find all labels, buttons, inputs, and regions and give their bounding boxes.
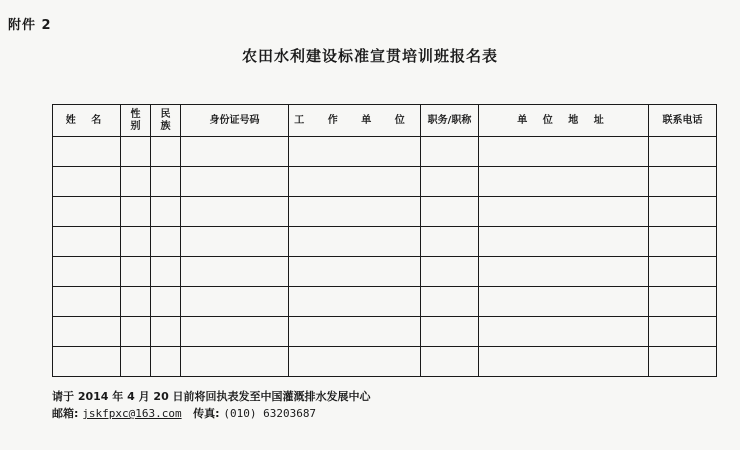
cell-gender[interactable] [121, 167, 151, 197]
table-row [53, 317, 717, 347]
cell-ethnicity[interactable] [151, 167, 181, 197]
cell-unit-address[interactable] [479, 317, 649, 347]
cell-id-number[interactable] [181, 257, 289, 287]
cell-work-unit[interactable] [289, 317, 421, 347]
header-gender: 性 别 [121, 105, 151, 137]
table-row [53, 197, 717, 227]
cell-position[interactable] [421, 257, 479, 287]
cell-id-number[interactable] [181, 317, 289, 347]
cell-phone[interactable] [649, 137, 717, 167]
header-name: 姓 名 [53, 105, 121, 137]
contact-line [52, 405, 371, 422]
cell-phone[interactable] [649, 317, 717, 347]
cell-ethnicity[interactable] [151, 227, 181, 257]
cell-work-unit[interactable] [289, 287, 421, 317]
cell-work-unit[interactable] [289, 137, 421, 167]
cell-unit-address[interactable] [479, 167, 649, 197]
email-label: 邮箱: [52, 407, 79, 420]
footer-notes [52, 388, 371, 422]
header-row [53, 105, 717, 137]
cell-gender[interactable] [121, 287, 151, 317]
cell-phone[interactable] [649, 167, 717, 197]
cell-unit-address[interactable] [479, 347, 649, 377]
cell-gender[interactable] [121, 347, 151, 377]
cell-name[interactable] [53, 317, 121, 347]
cell-work-unit[interactable] [289, 197, 421, 227]
table-row [53, 137, 717, 167]
cell-position[interactable] [421, 317, 479, 347]
cell-name[interactable] [53, 227, 121, 257]
submission-deadline-note: 请于 2014 年 4 月 20 日前将回执表发至中国灌溉排水发展中心 [52, 390, 371, 403]
cell-unit-address[interactable] [479, 137, 649, 167]
cell-work-unit[interactable] [289, 167, 421, 197]
cell-phone[interactable] [649, 347, 717, 377]
cell-id-number[interactable] [181, 287, 289, 317]
header-unit-address: 单 位 地 址 [479, 105, 649, 137]
fax-number: (010) 63203687 [223, 407, 317, 420]
cell-gender[interactable] [121, 227, 151, 257]
cell-work-unit[interactable] [289, 227, 421, 257]
cell-gender[interactable] [121, 317, 151, 347]
cell-unit-address[interactable] [479, 287, 649, 317]
cell-id-number[interactable] [181, 347, 289, 377]
cell-position[interactable] [421, 167, 479, 197]
header-phone: 联系电话 [649, 105, 717, 137]
cell-position[interactable] [421, 347, 479, 377]
cell-phone[interactable] [649, 197, 717, 227]
table-row [53, 167, 717, 197]
cell-ethnicity[interactable] [151, 317, 181, 347]
cell-name[interactable] [53, 167, 121, 197]
cell-name[interactable] [53, 347, 121, 377]
cell-name[interactable] [53, 257, 121, 287]
cell-name[interactable] [53, 197, 121, 227]
cell-ethnicity[interactable] [151, 257, 181, 287]
table-row [53, 257, 717, 287]
email-link[interactable]: jskfpxc@163.com [82, 407, 182, 420]
cell-work-unit[interactable] [289, 347, 421, 377]
cell-unit-address[interactable] [479, 197, 649, 227]
cell-name[interactable] [53, 137, 121, 167]
fax-label: 传真: [193, 407, 220, 420]
header-id-number: 身份证号码 [181, 105, 289, 137]
cell-phone[interactable] [649, 227, 717, 257]
cell-unit-address[interactable] [479, 227, 649, 257]
page-title: 农田水利建设标准宣贯培训班报名表 [241, 47, 498, 65]
cell-position[interactable] [421, 137, 479, 167]
cell-phone[interactable] [649, 287, 717, 317]
cell-position[interactable] [421, 287, 479, 317]
table-row [53, 227, 717, 257]
header-work-unit: 工 作 单 位 [289, 105, 421, 137]
cell-phone[interactable] [649, 257, 717, 287]
cell-name[interactable] [53, 287, 121, 317]
attachment-label: 附件 2 [8, 18, 52, 33]
cell-unit-address[interactable] [479, 257, 649, 287]
cell-ethnicity[interactable] [151, 287, 181, 317]
cell-position[interactable] [421, 227, 479, 257]
cell-id-number[interactable] [181, 197, 289, 227]
header-position: 职务/职称 [421, 105, 479, 137]
table-row [53, 287, 717, 317]
cell-ethnicity[interactable] [151, 347, 181, 377]
cell-ethnicity[interactable] [151, 197, 181, 227]
table-row [53, 347, 717, 377]
cell-gender[interactable] [121, 137, 151, 167]
cell-id-number[interactable] [181, 167, 289, 197]
cell-gender[interactable] [121, 257, 151, 287]
cell-work-unit[interactable] [289, 257, 421, 287]
cell-ethnicity[interactable] [151, 137, 181, 167]
cell-id-number[interactable] [181, 227, 289, 257]
cell-position[interactable] [421, 197, 479, 227]
header-ethnicity: 民 族 [151, 105, 181, 137]
registration-table [52, 104, 717, 377]
cell-gender[interactable] [121, 197, 151, 227]
cell-id-number[interactable] [181, 137, 289, 167]
